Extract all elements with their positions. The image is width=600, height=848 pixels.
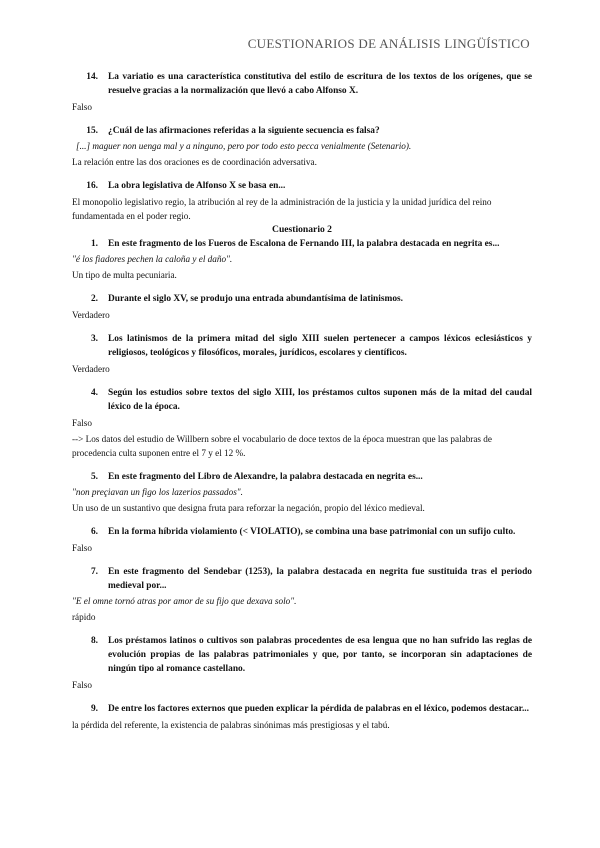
note-s2-4: --> Los datos del estudio de Willbern sobre el vocabulario de doce textos de la época muestran que las palabras de procedencia culta suponen entre el 7 y el 12 %. [72, 434, 492, 458]
question-text: De entre los factores externos que pueden explicar la pérdida de palabras en el léxico, podemos destacar... [108, 704, 529, 714]
question-number: 5. [90, 472, 98, 482]
question-number: 14. [86, 72, 98, 82]
question-text: Durante el siglo XV, se produjo una entrada abundantísima de latinismos. [108, 294, 404, 304]
question-s2-1 [72, 237, 532, 251]
question-s2-5 [72, 470, 532, 484]
question-s2-8 [72, 634, 532, 676]
question-14 [72, 70, 532, 98]
question-number: 3. [90, 334, 98, 344]
question-text: En este fragmento del Sendebar (1253), la palabra destacada en negrita fue sustituida tras el periodo medieval por... [108, 567, 532, 591]
quote-s2-1: "é los fiadores pechen la caloña y el daño". [72, 254, 233, 264]
question-text: En este fragmento de los Fueros de Escalona de Fernando III, la palabra destacada en negrita es... [108, 239, 500, 249]
answer-16: El monopolio legislativo regio, la atribución al rey de la administración de la justicia y la unidad jurídica del reino fundamentada en el poder regio. [72, 197, 492, 221]
answer-s2-8: Falso [72, 680, 92, 690]
document-body [72, 70, 532, 732]
section-title: Cuestionario 2 [272, 224, 332, 235]
question-text: En este fragmento del Libro de Alexandre, la palabra destacada en negrita es... [108, 472, 423, 482]
question-number: 7. [90, 567, 98, 577]
question-text: Los préstamos latinos o cultivos son palabras procedentes de esa lengua que no han sufrido las reglas de evolución propias de las palabras patrimoniales y que, por tanto, se incorporan sin adaptaciones de ningún tipo al romance castellano. [108, 636, 532, 674]
question-number: 1. [90, 239, 98, 249]
answer-14: Falso [72, 102, 92, 112]
question-number: 15. [86, 126, 98, 136]
answer-s2-4: Falso [72, 418, 92, 428]
quote-s2-7: "E el omne tornó atras por amor de su fijo que dexava solo". [72, 596, 297, 606]
answer-s2-1: Un tipo de multa pecuniaria. [72, 270, 177, 280]
question-number: 2. [90, 294, 98, 304]
question-text: La obra legislativa de Alfonso X se basa en... [108, 181, 286, 191]
question-text: Según los estudios sobre textos del siglo XIII, los préstamos cultos suponen más de la mitad del caudal léxico de la época. [108, 388, 532, 412]
question-text: La variatio es una característica constitutiva del estilo de escritura de los textos de los orígenes, que se resuelve gracias a la normalización que llevó a cabo Alfonso X. [108, 72, 532, 96]
question-s2-6 [72, 525, 532, 539]
answer-s2-6: Falso [72, 543, 92, 553]
answer-s2-3: Verdadero [72, 364, 110, 374]
answer-s2-9: la pérdida del referente, la existencia de palabras sinónimas más prestigiosas y el tabú. [72, 720, 390, 730]
question-text: En la forma híbrida violamiento (< VIOLATIO), se combina una base patrimonial con un sufijo culto. [108, 527, 516, 537]
question-s2-7 [72, 565, 532, 593]
question-s2-9 [72, 702, 532, 716]
question-text: ¿Cuál de las afirmaciones referidas a la siguiente secuencia es falsa? [108, 126, 380, 136]
answer-s2-5: Un uso de un sustantivo que designa fruta para reforzar la negación, propio del léxico medieval. [72, 503, 425, 513]
question-s2-3 [72, 332, 532, 360]
question-s2-4 [72, 386, 532, 414]
quote-s2-5: "non preçiavan un figo los lazerios passados". [72, 487, 243, 497]
question-text: Los latinismos de la primera mitad del siglo XIII suelen pertenecer a campos léxicos eclesiásticos y religiosos, teológicos y filosóficos, morales, jurídicos, escolares y científicos. [108, 334, 532, 358]
document-header: CUESTIONARIOS DE ANÁLISIS LINGÜÍSTICO [247, 36, 530, 51]
question-15 [72, 124, 532, 138]
question-s2-2 [72, 292, 532, 306]
answer-15: La relación entre las dos oraciones es de coordinación adversativa. [72, 157, 317, 167]
question-number: 8. [90, 636, 98, 646]
question-number: 16. [86, 181, 98, 191]
answer-s2-2: Verdadero [72, 310, 110, 320]
question-number: 4. [90, 388, 98, 398]
question-number: 6. [90, 527, 98, 537]
quote-15: [...] maguer non uenga mal y a ninguno, pero por todo esto pecca venialmente (Setenario). [76, 141, 412, 151]
question-16 [72, 179, 532, 193]
answer-s2-7: rápido [72, 612, 96, 622]
question-number: 9. [90, 704, 98, 714]
